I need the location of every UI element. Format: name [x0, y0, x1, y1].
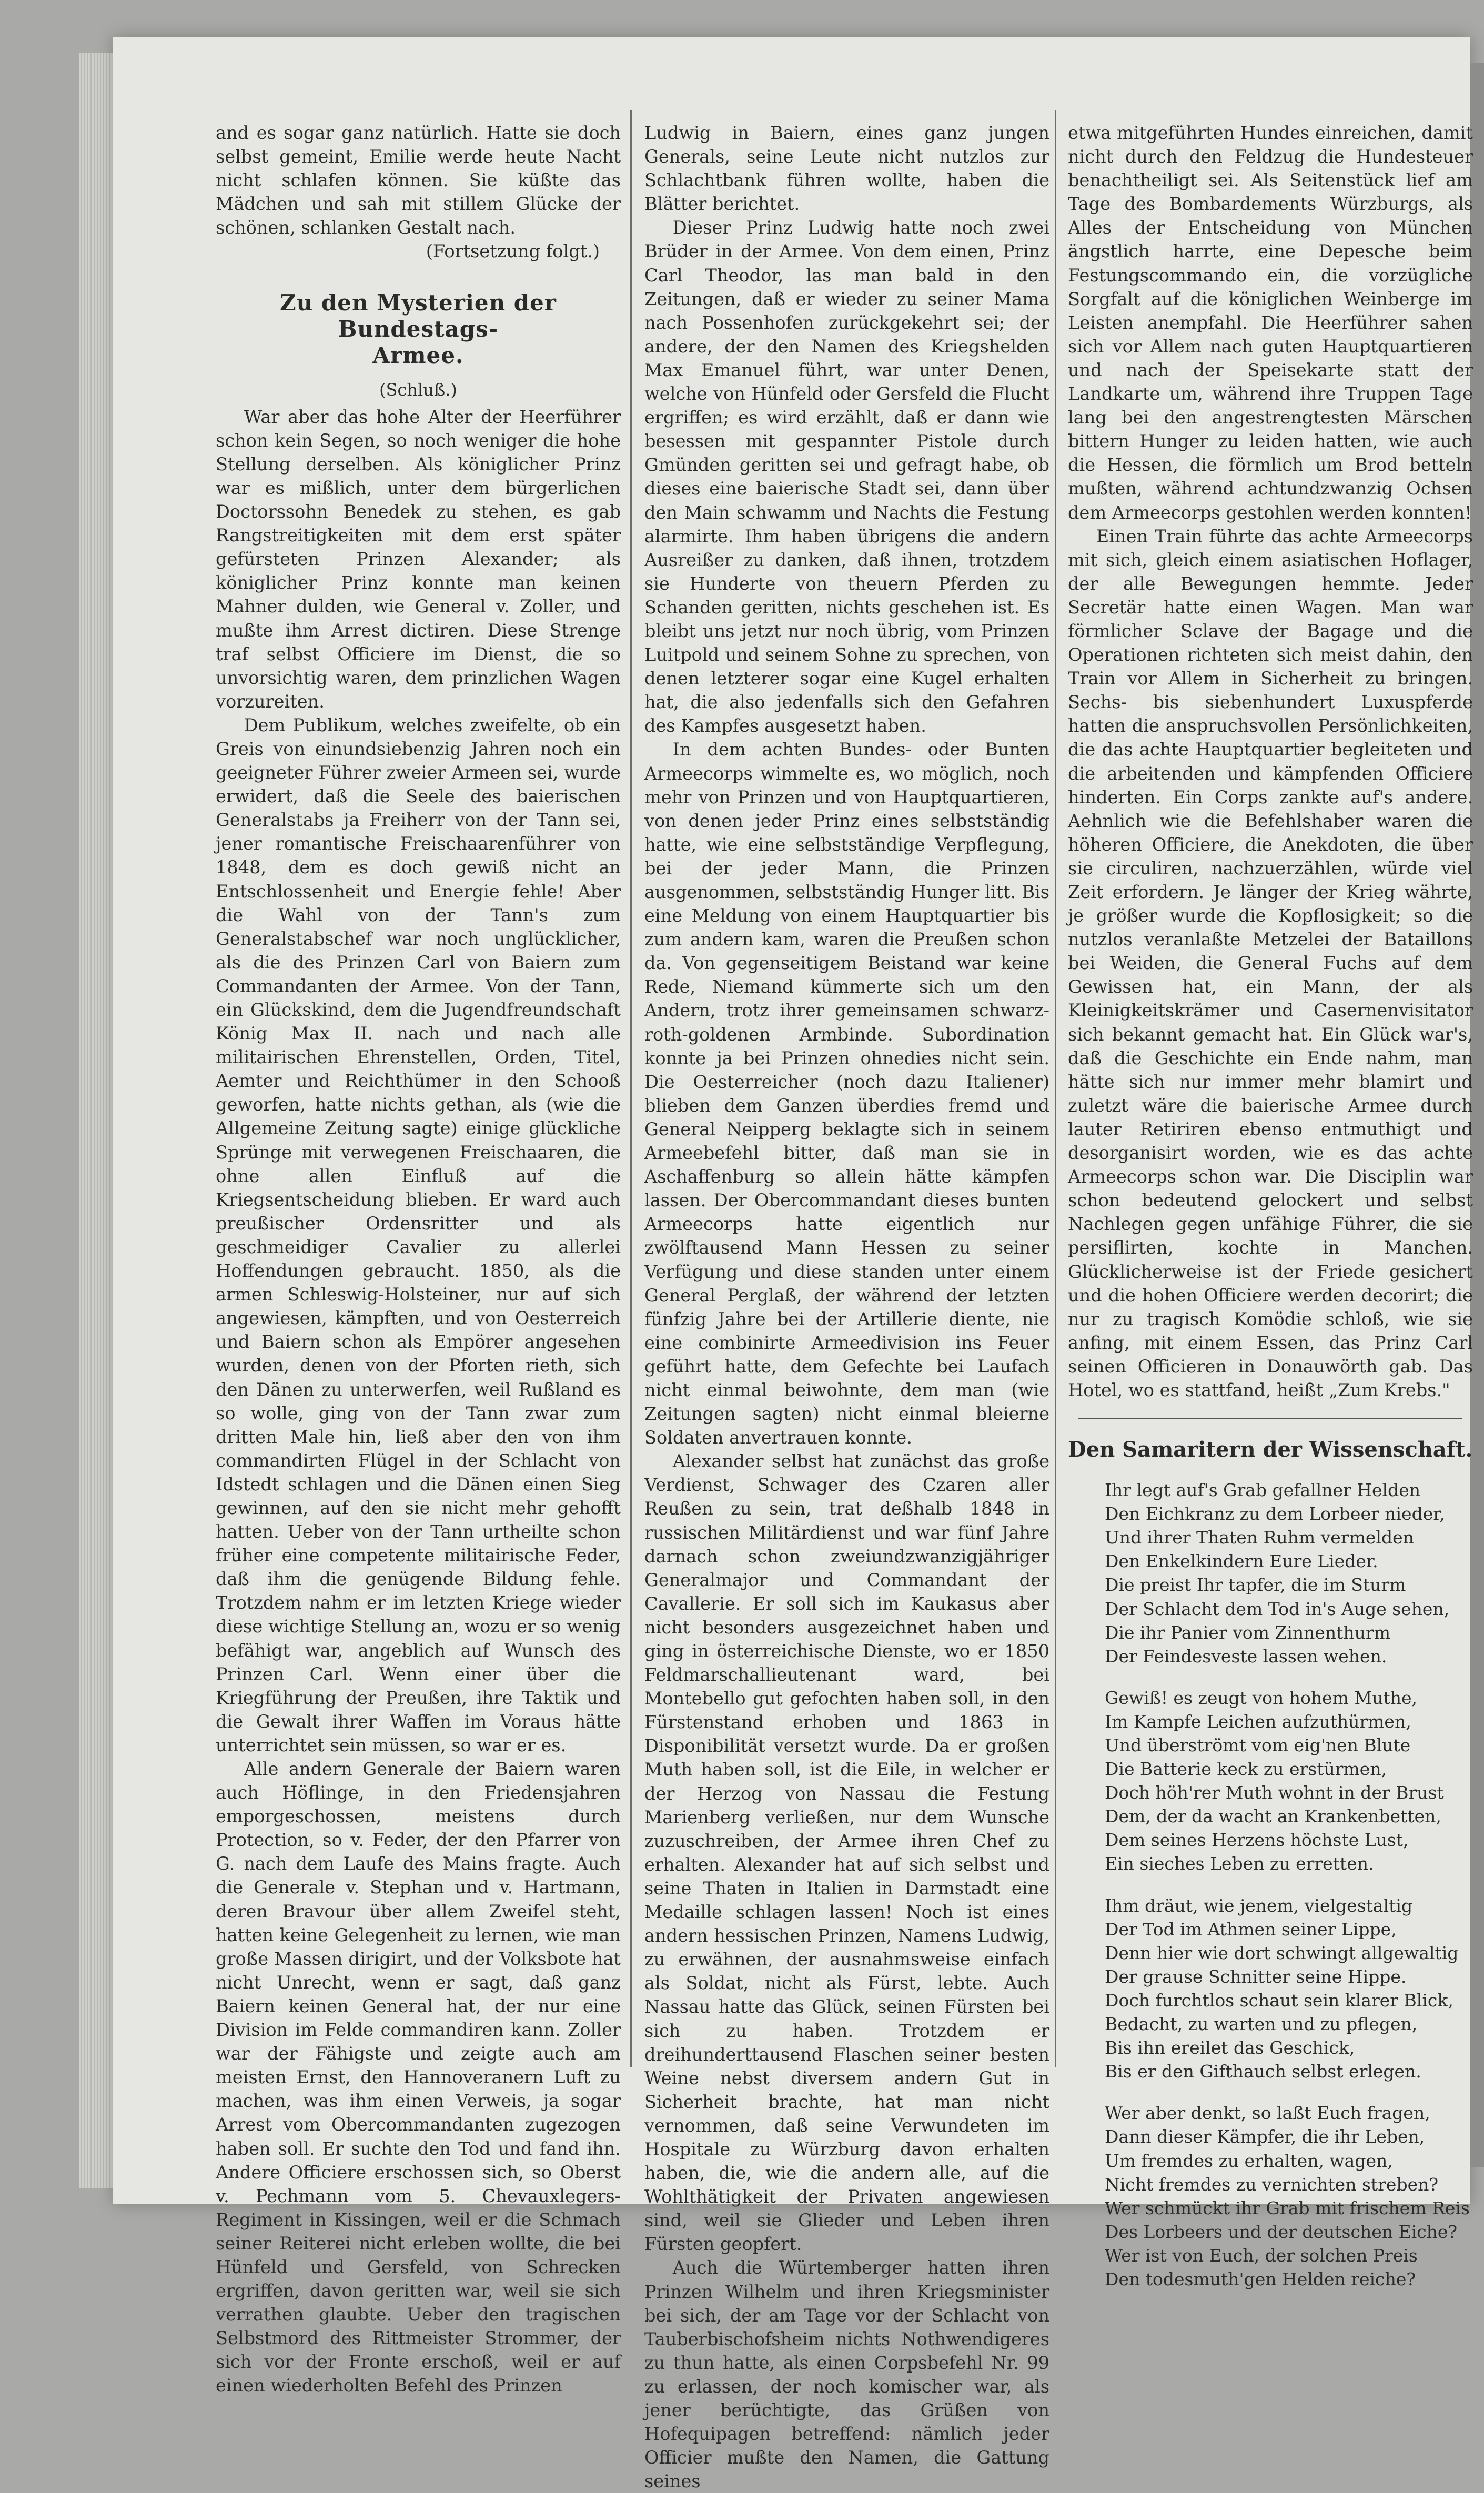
- article-paragraph: Auch die Würtemberger hatten ihren Prinzen Wilhelm und ihren Kriegsminister bei sich, der am Tage vor der Schlacht von Tauberbischofsheim nichts Nothwendigeres zu thun hatte, als einen Corpsbefehl Nr. 99 zu erlassen, der noch komischer war, als jener berüchtigte, das Grüßen von Hofequipagen betreffend: nämlich jeder Officier mußte den Namen, die Gattung seines: [644, 2257, 1049, 2492]
- page-edges: [79, 53, 116, 2188]
- section-divider: [1078, 1418, 1462, 1419]
- article-paragraph: War aber das hohe Alter der Heerführer schon kein Segen, so noch weniger die hohe Stellung derselben. Als königlicher Prinz war es mißlich, unter dem bürgerlichen Doctorssohn Benedek zu stehen, es gab Rangstreitigkeiten mit dem erst später gefürsteten Prinzen Alexander; als königlicher Prinz konnte man keinen Mahner dulden, wie General v. Zoller, und mußte ihm Arrest dictiren. Diese Strenge traf selbst Officiere im Dienst, die so unvorsichtig waren, dem prinzlichen Wagen vorzureiten.: [216, 406, 621, 712]
- article-paragraph: Alle andern Generale der Baiern waren auch Höflinge, in den Friedensjahren emporgeschossen, meistens durch Protection, so v. Feder, der den Pfarrer von G. nach dem Laufe des Mains fragte. Auch die Generale v. Stephan und v. Hartmann, deren Bravour über allem Zweifel steht, hatten keine Gelegenheit zu lernen, wie man große Massen dirigirt, und der Volksbote hat nicht Unrecht, wenn er sagt, daß ganz Baiern keinen General hat, der nur eine Division im Felde commandiren kann. Zoller war der Fähigste und zeigte auch am meisten Ernst, den Hannoveranern Luft zu machen, was ihm einen Verweis, ja sogar Arrest vom Obercommandanten zugezogen haben soll. Er suchte den Tod und fand ihn. Andere Officiere erschossen sich, so Oberst v. Pechmann vom 5. Chevauxlegers-Regiment in Kissingen, weil er die Schmach seiner Reiterei nicht erleben wollte, die bei Hünfeld und Gersfeld, von Schrecken ergriffen, davon geritten war, weil sie sich verrathen glaubte. Ueber den tragischen Selbstmord des Rittmeister Strommer, der sich vor der Fronte erschoß, weil er auf einen wiederholten Befehl des Prinzen: [216, 1759, 621, 2396]
- column-rule-right: [1055, 110, 1056, 2067]
- article-paragraph: Dieser Prinz Ludwig hatte noch zwei Brüder in der Armee. Von dem einen, Prinz Carl Theodor, las man bald in den Zeitungen, daß er wieder zu seiner Mama nach Possenhofen zurückgekehrt sei; der andere, der den Namen des Kriegshelden Max Emanuel führt, war unter Denen, welche von Hünfeld oder Gersfeld die Flucht ergriffen; es wird erzählt, daß er dann wie besessen mit gespannter Pistole durch Gmünden geritten sei und gefragt habe, ob dieses eine baierische Stadt sei, dann über den Main schwamm und Nachts die Festung alarmirte. Ihm haben übrigens die andern Ausreißer zu danken, daß ihnen, trotzdem sie Hunderte von theuern Pferden zu Schanden geritten, nichts geschehen ist. Es bleibt uns jetzt nur noch übrig, vom Prinzen Luitpold und seinem Sohne zu sprechen, von denen letzterer sogar eine Kugel erhalten hat, die also jedenfalls sich den Gefahren des Kampfes ausgesetzt haben.: [644, 217, 1049, 736]
- continued-note: (Fortsetzung folgt.): [426, 241, 600, 262]
- serial-continuation: and es sogar ganz natürlich. Hatte sie doch selbst gemeint, Emilie werde heute Nacht nicht schlafen können. Sie küßte das Mädchen und sah mit stillem Glücke der schönen, schlanken Gestalt nach.: [216, 123, 621, 238]
- poem-stanza: Wer aber denkt, so laßt Euch fragen, Dann dieser Kämpfer, die ihr Leben, Um fremdes zu erhalten, wagen, Nicht fremdes zu vernichten streben? Wer schmückt ihr Grab mit frischem Reis Des Lorbeers und der deutschen Eiche? Wer ist von Euch, der solchen Preis Den todesmuth'gen Helden reiche?: [1105, 2103, 1470, 2289]
- column-1: [216, 121, 621, 2396]
- poem-title: Den Samaritern der Wissenschaft.: [1068, 1437, 1473, 1462]
- poem-stanza: Gewiß! es zeugt von hohem Muthe, Im Kampfe Leichen aufzuthürmen, Und überströmt vom eig'nen Blute Die Batterie keck zu erstürmen, Doch höh'rer Muth wohnt in der Brust Dem, der da wacht an Krankenbetten, Dem seines Herzens höchste Lust, Ein sieches Leben zu erretten.: [1105, 1687, 1444, 1874]
- poem-stanza: Ihr legt auf's Grab gefallner Helden Den Eichkranz zu dem Lorbeer nieder, Und ihrer Thaten Ruhm vermelden Den Enkelkindern Eure Lieder. Die preist Ihr tapfer, die im Sturm Der Schlacht dem Tod in's Auge sehen, Die ihr Panier vom Zinnenthurm Der Feindesveste lassen wehen.: [1105, 1480, 1450, 1667]
- article-paragraph: Ludwig in Baiern, eines ganz jungen Generals, seine Leute nicht nutzlos zur Schlachtbank führen wollte, haben die Blätter berichtet.: [644, 123, 1049, 215]
- column-3: [1068, 121, 1473, 2289]
- column-rule-left: [630, 110, 632, 2067]
- article-paragraph: etwa mitgeführten Hundes einreichen, damit nicht durch den Feldzug die Hundesteuer benachtheiligt sei. Als Seitenstück lief am Tage des Bombardements Würzburgs, als Alles der Entscheidung von München ängstlich harrte, eine Depesche beim Festungscommando ein, die vorzügliche Sorgfalt auf die königlichen Weinberge im Leisten anempfahl. Die Heerführer sahen sich vor Allem nach guten Hauptquartieren und nach der Speisekarte statt der Landkarte um, während ihre Truppen Tage lang bei den angestrengtesten Märschen bittern Hunger zu leiden hatten, wie auch die Hessen, die förmlich um Brod betteln mußten, während achtundzwanzig Ochsen dem Armeecorps gestohlen werden konnten!: [1068, 123, 1473, 523]
- article-paragraph: Alexander selbst hat zunächst das große Verdienst, Schwager des Czaren aller Reußen zu sein, trat deßhalb 1848 in russischen Militärdienst und war fünf Jahre darnach schon zweiundzwanzigjähriger Generalmajor und Commandant der Cavallerie. Er soll sich im Kaukasus aber nicht besonders ausgezeichnet haben und ging in österreichische Dienste, wo er 1850 Feldmarschallieutenant ward, bei Montebello gut gefochten haben soll, in den Fürstenstand erhoben und 1863 in Disponibilität versetzt wurde. Da er großen Muth haben soll, ist die Eile, in welcher er der Herzog von Nassau die Festung Marienberg verließen, nur dem Wunsche zuzuschreiben, der Armee ihren Chef zu erhalten. Alexander hat auf sich selbst und seine Thaten in Italien in Darmstadt eine Medaille schlagen lassen! Noch ist eines andern hessischen Prinzen, Namens Ludwig, zu erwähnen, der ausnahmsweise einfach als Soldat, nicht als Fürst, lebte. Auch Nassau hatte das Glück, seinen Fürsten bei sich zu haben. Trotzdem er dreihunderttausend Flaschen seiner besten Weine nebst diversem andern Gut in Sicherheit brachte, hat man nicht vernommen, daß seine Verwundeten im Hospitale zu Würzburg davon erhalten haben, die, wie die andern alle, auf die Wohlthätigkeit der Privaten angewiesen sind, weil sie Glieder und Leben ihren Fürsten geopfert.: [644, 1451, 1049, 2255]
- poem-stanza: Ihm dräut, wie jenem, vielgestaltig Der Tod im Athmen seiner Lippe, Denn hier wie dort schwingt allgewaltig Der grause Schnitter seine Hippe. Doch furchtlos schaut sein klarer Blick, Bedacht, zu warten und zu pflegen, Bis ihn ereilet das Geschick, Bis er den Gifthauch selbst erlegen.: [1105, 1895, 1459, 2082]
- article-paragraph: Dem Publikum, welches zweifelte, ob ein Greis von einundsiebenzig Jahren noch ein geeigneter Führer zweier Armeen sei, wurde erwidert, daß die Seele des baierischen Generalstabs ja Freiherr von der Tann sei, jener romantische Freischaarenführer von 1848, dem es doch gewiß nicht an Entschlossenheit und Energie fehle! Aber die Wahl von der Tann's zum Generalstabschef war noch unglücklicher, als die des Prinzen Carl von Baiern zum Commandanten der Armee. Von der Tann, ein Glückskind, dem die Jugendfreundschaft König Max II. nach und nach alle militairischen Ehrenstellen, Orden, Titel, Aemter und Reichthümer in den Schooß geworfen, hatte nichts gethan, als (wie die Allgemeine Zeitung sagte) einige glückliche Sprünge mit verwegenen Freischaaren, die ohne allen Einfluß auf die Kriegsentscheidung blieben. Er ward auch preußischer Ordensritter und als geschmeidiger Cavalier zu allerlei Hoffendungen gebraucht. 1850, als die armen Schleswig-Holsteiner, nur auf sich angewiesen, kämpften, und von Oesterreich und Baiern schon als Empörer angesehen wurden, denen von der Pforten rieth, sich den Dänen zu unterwerfen, weil Rußland es so wolle, ging von der Tann zwar zum dritten Male hin, ließ aber den von ihm commandirten Flügel in der Schlacht von Idstedt schlagen und die Dänen einen Sieg gewinnen, auf den sie nicht mehr gehofft hatten. Ueber von der Tann urtheilte schon früher eine competente militairische Feder, daß ihm die genügende Bildung fehle. Trotzdem nahm er im letzten Kriege wieder diese wichtige Stellung an, wozu er so wenig befähigt war, angeblich auf Wunsch des Prinzen Carl. Wenn einer über die Kriegführung der Preußen, ihre Taktik und die Gewalt ihrer Waffen im Voraus hätte unterrichtet sein müssen, so war er es.: [216, 714, 621, 1755]
- article-subtitle: (Schluß.): [379, 379, 457, 400]
- column-2: [644, 121, 1049, 2492]
- article-paragraph: Einen Train führte das achte Armeecorps mit sich, gleich einem asiatischen Hoflager, der alle Bewegungen hemmte. Jeder Secretär hatte einen Wagen. Man war förmlicher Sclave der Bagage und die Operationen richteten sich meist dahin, den Train vor Allem in Sicherheit zu bringen. Sechs- bis siebenhundert Luxuspferde hatten die anspruchsvollen Persönlichkeiten, die das achte Hauptquartier begleiteten und die arbeitenden und kämpfenden Officiere hinderten. Ein Corps zankte auf's andere. Aehnlich wie die Befehlshaber waren die höheren Officiere, die Anekdoten, die über sie circuliren, nachzuerzählen, würde viel Zeit erfordern. Je länger der Krieg währte, je größer wurde die Kopflosigkeit; so die nutzlos veranlaßte Metzelei der Bataillons bei Weiden, die General Fuchs auf dem Gewissen hat, ein Mann, der als Kleinigkeitskrämer und Casernenvisitator sich bekannt gemacht hat. Ein Glück war's, daß die Geschichte ein Ende nahm, man hätte sich nur immer mehr blamirt und zuletzt wäre die baierische Armee durch lauter Retiriren ebenso entmuthigt und desorganisirt worden, wie es das achte Armeecorps schon war. Die Disciplin war schon bedeutend gelockert und selbst Nachlegen gegen unfähige Führer, die sie persiflirten, kochte in Manchen. Glücklicherweise ist der Friede gesichert und die hohen Officiere werden decorirt; die nur zu tragisch Komödie schloß, wie sie anfing, mit einem Essen, das Prinz Carl seinen Officieren in Donauwörth gab. Das Hotel, wo es stattfand, heißt „Zum Krebs.": [1068, 526, 1473, 1400]
- article-title: Zu den Mysterien der Bundestags- Armee.: [280, 289, 557, 368]
- article-paragraph: In dem achten Bundes- oder Bunten Armeecorps wimmelte es, wo möglich, noch mehr von Prinzen und von Hauptquartieren, von denen jeder Prinz eines selbstständig hatte, wie eine selbstständige Verpflegung, bei der jeder Mann, die Prinzen ausgenommen, selbstständig Hunger litt. Bis eine Meldung von einem Hauptquartier bis zum andern kam, waren die Preußen schon da. Von gegenseitigem Beistand war keine Rede, Niemand kümmerte sich um den Andern, trotz ihrer gemeinsamen schwarz-roth-goldenen Armbinde. Subordination konnte ja bei Prinzen ohnedies nicht sein. Die Oesterreicher (noch dazu Italiener) blieben dem Ganzen überdies fremd und General Neipperg beklagte sich in seinem Armeebefehl bitter, daß man sie in Aschaffenburg so allein hätte kämpfen lassen. Der Obercommandant dieses bunten Armeecorps hatte eigentlich nur zwölftausend Mann Hessen zu seiner Verfügung und diese standen unter einem General Perglaß, der während der letzten fünfzig Jahre bei der Artillerie diente, nie eine combinirte Armeedivision ins Feuer geführt hatte, dem Gefechte bei Laufach nicht einmal beiwohnte, dem man (wie Zeitungen sagten) nicht einmal bleierne Soldaten anvertrauen konnte.: [644, 739, 1049, 1448]
